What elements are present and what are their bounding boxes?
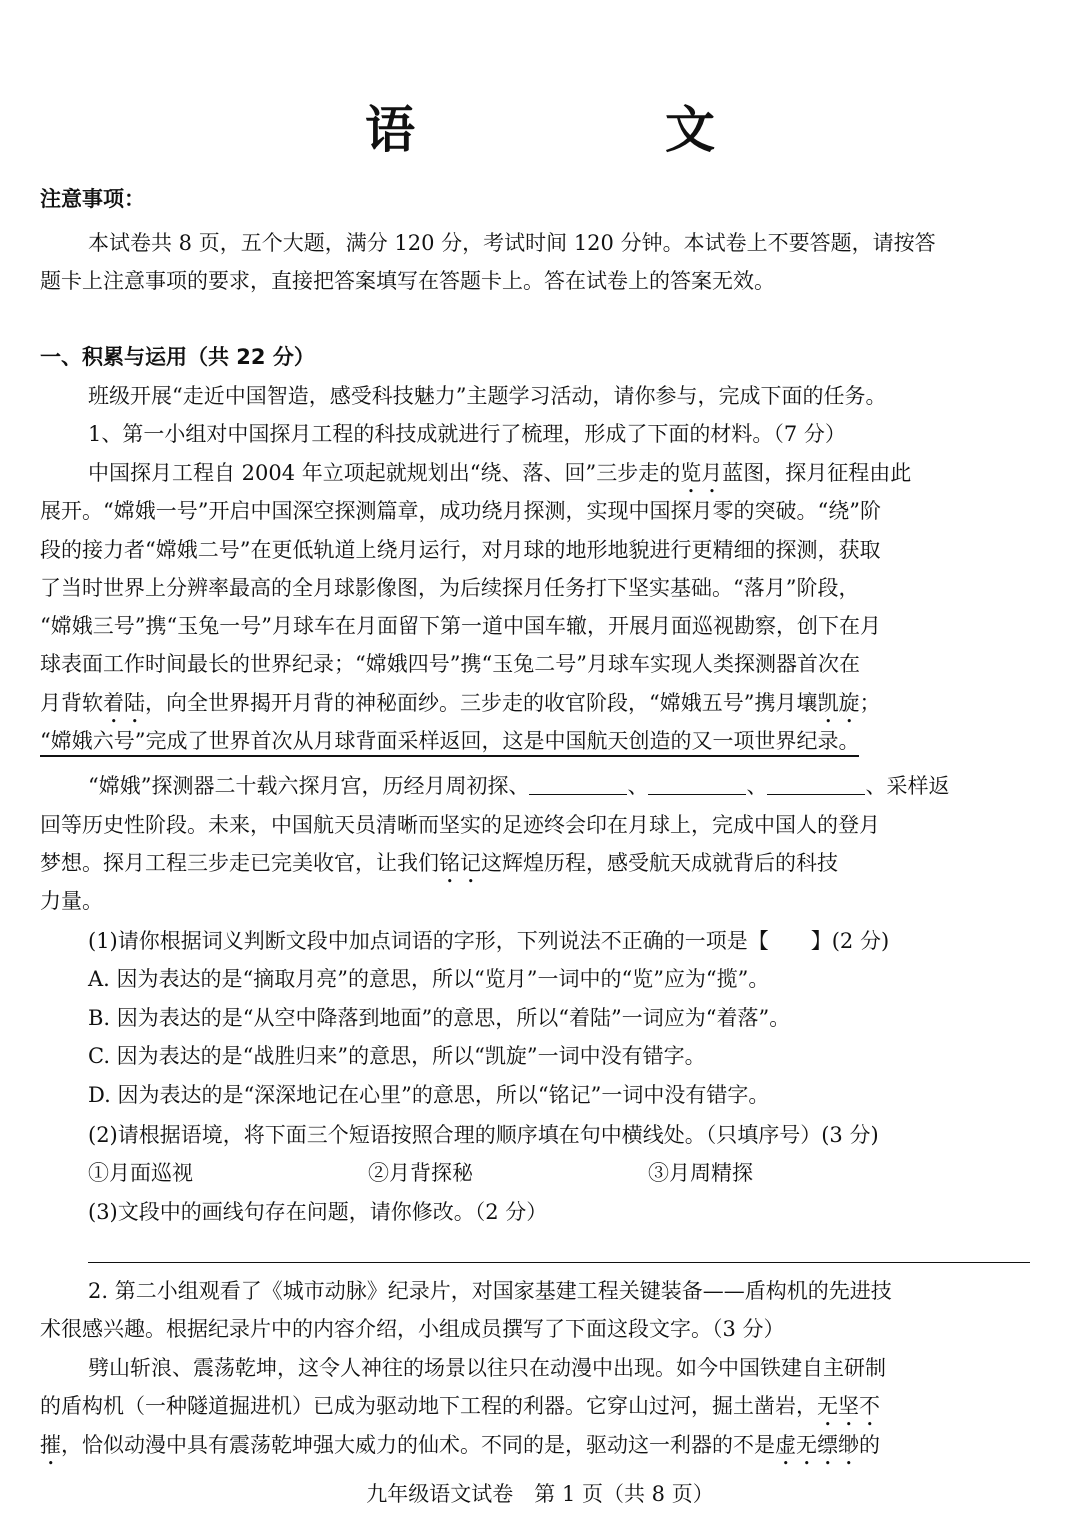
dotted-word: 无坚不 bbox=[817, 1394, 880, 1418]
q1-sub2: (2)请根据语境，将下面三个短语按照合理的顺序填在句中横线处。（只填序号）(3 分) bbox=[88, 1123, 879, 1147]
notice-line-1: 本试卷共 8 页，五个大题，满分 120 分，考试时间 120 分钟。本试卷上不要答题，请按答 bbox=[88, 231, 936, 255]
dotted-word: 摧 bbox=[40, 1433, 61, 1457]
q2-stem-line2: 术很感兴趣。根据纪录片中的内容介绍，小组成员撰写了下面这段文字。（3 分） bbox=[40, 1317, 785, 1341]
text: 、 bbox=[627, 774, 649, 798]
phrase-2: ②月背探秘 bbox=[368, 1161, 473, 1185]
text: 中国探月工程自 2004 年立项起就规划出“绕、落、回”三步走的 bbox=[88, 461, 681, 485]
q1-para2-line4: 力量。 bbox=[40, 889, 103, 913]
q1-para2-line3 bbox=[40, 848, 1040, 888]
q2-stem-line1: 2. 第二小组观看了《城市动脉》纪录片，对国家基建工程关键装备——盾构机的先进技 bbox=[88, 1279, 892, 1303]
q1-stem: 1、第一小组对中国探月工程的科技成就进行了梳理，形成了下面的材料。（7 分） bbox=[88, 422, 846, 446]
dotted-word: 铭记 bbox=[439, 851, 481, 875]
page-footer: 九年级语文试卷 第 1 页（共 8 页） bbox=[366, 1482, 714, 1506]
text: 的盾构机（一种隧道掘进机）已成为驱动地下工程的利器。它穿山过河，掘土凿岩， bbox=[40, 1394, 817, 1418]
text: 这辉煌历程，感受航天成就背后的科技 bbox=[481, 851, 838, 875]
q1-para1-line3: 段的接力者“嫦娥二号”在更低轨道上绕月运行，对月球的地形地貌进行更精细的探测，获取 bbox=[40, 538, 881, 562]
fill-blank-1[interactable] bbox=[529, 774, 627, 795]
q2-para-line3 bbox=[40, 1430, 1040, 1470]
section1-intro: 班级开展“走近中国智造，感受科技魅力”主题学习活动，请你参与，完成下面的任务。 bbox=[88, 384, 887, 408]
notice-heading: 注意事项： bbox=[40, 187, 145, 211]
dotted-word: 凯旋 bbox=[817, 691, 860, 715]
text: 月背软 bbox=[40, 691, 103, 715]
text: 梦想。探月工程三步走已完美收官，让我们 bbox=[40, 851, 439, 875]
fill-blank-3[interactable] bbox=[767, 774, 865, 795]
text: 、 bbox=[746, 774, 768, 798]
answer-line[interactable] bbox=[88, 1262, 1030, 1263]
text: 、采样返 bbox=[865, 774, 950, 798]
q1-sub3: (3)文段中的画线句存在问题，请你修改。（2 分） bbox=[88, 1200, 548, 1224]
option-a: A. 因为表达的是“摘取月亮”的意思，所以“览月”一词中的“览”应为“揽”。 bbox=[88, 967, 770, 991]
q2-para-line2 bbox=[40, 1391, 1040, 1431]
page-title: 语 文 bbox=[365, 101, 815, 159]
q2-para-line1: 劈山斩浪、震荡乾坤，这令人神往的场景以往只在动漫中出现。如今中国铁建自主研制 bbox=[88, 1356, 886, 1380]
text: 的 bbox=[859, 1433, 880, 1457]
underlined-sentence: “嫦娥六号”完成了世界首次从月球背面采样返回，这是中国航天创造的又一项世界纪录。 bbox=[40, 729, 859, 757]
phrase-3: ③月周精探 bbox=[648, 1161, 753, 1185]
text: ，向全世界揭开月背的神秘面纱。三步走的收官阶段，“嫦娥五号”携月壤 bbox=[145, 691, 818, 715]
text: 蓝图，探月征程由此 bbox=[722, 461, 912, 485]
q1-para1-line4: 了当时世界上分辨率最高的全月球影像图，为后续探月任务打下坚实基础。“落月”阶段， bbox=[40, 576, 860, 600]
text: ； bbox=[859, 691, 881, 715]
q1-sub1: (1)请你根据词义判断文段中加点词语的字形，下列说法不正确的一项是【 】(2 分) bbox=[88, 929, 890, 953]
q1-para1-line6: 球表面工作时间最长的世界纪录；“嫦娥四号”携“玉兔二号”月球车实现人类探测器首次在 bbox=[40, 652, 860, 676]
dotted-word: 览月 bbox=[680, 461, 723, 485]
q1-para2-line1 bbox=[88, 771, 1040, 801]
option-d: D. 因为表达的是“深深地记在心里”的意思，所以“铭记”一词中没有错字。 bbox=[88, 1083, 770, 1107]
text: “嫦娥”探测器二十载六探月宫，历经月周初探、 bbox=[88, 774, 530, 798]
option-b: B. 因为表达的是“从空中降落到地面”的意思，所以“着陆”一词应为“着落”。 bbox=[88, 1006, 791, 1030]
q1-para1-line1 bbox=[88, 458, 1040, 498]
dotted-word: 着陆 bbox=[103, 691, 145, 715]
section1-heading: 一、积累与运用（共 22 分） bbox=[40, 345, 315, 369]
fill-blank-2[interactable] bbox=[648, 774, 746, 795]
text: ，恰似动漫中具有震荡乾坤强大威力的仙术。不同的是，驱动这一利器的不是 bbox=[61, 1433, 775, 1457]
phrase-1: ①月面巡视 bbox=[88, 1161, 193, 1185]
dotted-word: 虚无缥缈 bbox=[775, 1433, 859, 1457]
notice-line-2: 题卡上注意事项的要求，直接把答案填写在答题卡上。答在试卷上的答案无效。 bbox=[40, 269, 775, 293]
q1-para1-line8 bbox=[40, 726, 1040, 756]
q1-para2-line2: 回等历史性阶段。未来，中国航天员清晰而坚实的足迹终会印在月球上，完成中国人的登月 bbox=[40, 813, 880, 837]
option-c: C. 因为表达的是“战胜归来”的意思，所以“凯旋”一词中没有错字。 bbox=[88, 1044, 706, 1068]
phrase-options bbox=[88, 1158, 1040, 1188]
q1-para1-line5: “嫦娥三号”携“玉兔一号”月球车在月面留下第一道中国车辙，开展月面巡视勘察，创下在月 bbox=[40, 614, 881, 638]
q1-para1-line2: 展开。“嫦娥一号”开启中国深空探测篇章，成功绕月探测，实现中国探月零的突破。“绕”阶 bbox=[40, 499, 881, 523]
q1-para1-line7 bbox=[40, 688, 1040, 728]
